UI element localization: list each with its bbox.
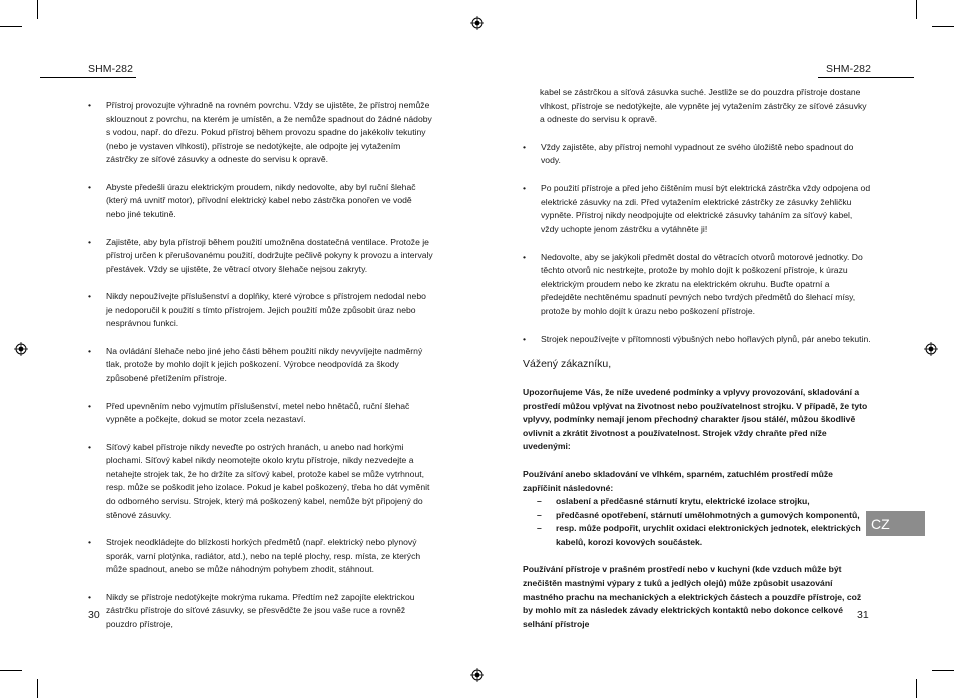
list-item (523, 522, 871, 549)
humid-intro: Používání anebo skladování ve vlhkém, sparném, zatuchlém prostředí může zapříčinit následovné: (523, 468, 833, 493)
list-item (523, 141, 871, 168)
dust-paragraph: Používání přístroje v prašném prostředí nebo v kuchyni (kde vzduch může být znečištěn mastnými výpary z tuků a jedlých olejů) může způsobit usazování mastného prachu na mechanických a elektrických částech a pouzdře přístroje, což by mohlo mít za následek závady elektrických kontaktů nebo dokonce celkové selhání přístroje (523, 564, 862, 629)
crop-mark (932, 670, 954, 671)
list-item (88, 400, 433, 427)
left-page-column (88, 99, 433, 632)
crop-mark (0, 670, 22, 671)
bullet-icon: • (88, 441, 92, 452)
list-item-text: Zajistěte, aby byla přístroji během použití umožněna dostatečná ventilace. Protože je přístroj určen k přerušovanému použití, dodržujte pečlivě pokyny k provozu a intervaly přestávek. Vždy se ujistěte, že větrací otvory šlehače nejsou zakryty. (106, 236, 433, 274)
list-item (88, 591, 433, 632)
salutation-heading: Vážený zákazníku, (523, 358, 612, 371)
crop-mark (932, 26, 954, 27)
dash-icon: – (537, 496, 542, 507)
safety-list-left (88, 99, 433, 632)
bullet-icon: • (523, 333, 527, 344)
language-tab: CZ (866, 511, 925, 536)
list-item (88, 99, 433, 167)
bullet-icon: • (88, 181, 92, 192)
page-number-left: 30 (88, 609, 100, 621)
list-item-text: Nikdy nepoužívejte příslušenství a doplňky, které výrobce s přístrojem nedodal nebo je nedoporučil k použití s tímto přístrojem. Jejich použití může způsobit úraz nebo nesprávnou funkci. (106, 291, 426, 329)
model-header-left: SHM-282 (88, 63, 134, 75)
notice-paragraph: Upozorňujeme Vás, že níže uvedené podmínky a vplyvy provozování, skladování a prostředí můžou vplývat na životnost nebo používatelnost strojku. V případě, že tyto vplyvy, podmínky nemají jenom přechodný charakter /jsou stálé/, můžou škodlivě ovlivnit a zkrátit životnost a používatelnost. Strojek vždy chraňte před níže uvedenými: (523, 386, 868, 452)
crop-mark (37, 679, 38, 698)
header-rule-right (818, 77, 914, 78)
safety-list-right (523, 141, 871, 347)
list-item-text: Abyste předešli úrazu elektrickým proudem, nikdy nedovolte, aby byl ruční šlehač (který má uvnitř motor), přívodní elektrický kabel nebo zástrčka ponořen ve vodě nebo jiné tekutině. (106, 181, 416, 220)
bullet-icon: • (523, 183, 527, 194)
list-item-text: Po použití přístroje a před jeho čištěním musí být elektrická zástrčka vždy odpojena od elektrické zásuvky na zdi. Před vytažením elektrické zástrčky ze zásuvky žehličku vypněte. Přístroj nikdy neodpojujte od elektrické zásuvky taháním za síťový kabel, vždy uchopte jenom zástrčku a vytáhněte ji! (541, 183, 871, 234)
registration-mark-icon (470, 16, 484, 30)
bullet-icon: • (88, 591, 92, 602)
registration-mark-icon (924, 342, 938, 356)
list-item (523, 182, 871, 236)
list-item-text: Vždy zajistěte, aby přístroj nemohl vypadnout ze svého úložiště nebo spadnout do vody. (541, 141, 854, 166)
list-item-text: Síťový kabel přístroje nikdy neveďte po ostrých hranách, u anebo nad horkými plochami. Síťový kabel nikdy neomotejte okolo krytu přístroje, nikdy nezvedejte a netahejte strojek tak, že ho držíte za síťový kabel, protože kabel se může vytrhnout, resp. může se poškodit jeho izolace. Pokud je kabel poškozený, třeba ho dát vyměnit do odborného servisu. Strojek, který má poškozený kabel, nemůže být připojený do stěnové zásuvky. (106, 441, 430, 520)
crop-mark (0, 26, 22, 27)
registration-mark-icon (14, 342, 28, 356)
humid-effects-list (523, 495, 871, 549)
bullet-icon: • (88, 345, 92, 356)
crop-mark (916, 679, 917, 698)
bullet-icon: • (88, 291, 92, 302)
continued-paragraph: kabel se zástrčkou a síťová zásuvka suché. Jestliže se do pouzdra přístroje dostane vlhkost, přístroje se nedotýkejte, ale vypněte jej vytažením zástrčky ze síťové zásuvky a odneste do servisu k opravě. (540, 87, 867, 125)
list-item (88, 181, 433, 222)
model-header-right: SHM-282 (826, 63, 872, 75)
bullet-icon: • (523, 251, 527, 262)
list-item-text: Přístroj provozujte výhradně na rovném povrchu. Vždy se ujistěte, že přístroj nemůže sklouznout z povrchu, na kterém je umístěn, a že nemůže spadnout do žádné nádoby s vodou, např. do dřezu. Pokud přístroj během provozu spadne do jakékoliv tekutiny (nebo je vystaven vlhkosti), přístroje se nedotýkejte, ale odpojte jej vytažením zástrčky ze síťové zásuvky a odneste do servisu k opravě. (106, 100, 432, 165)
list-item (88, 345, 433, 386)
list-item-text: Před upevněním nebo vyjmutím příslušenství, metel nebo hnětačů, ruční šlehač vypněte a počkejte, dokud se motor zcela nezastaví. (106, 400, 410, 425)
list-item (88, 290, 433, 331)
list-item (523, 495, 871, 509)
list-item-text: Nikdy se přístroje nedotýkejte mokrýma rukama. Předtím než zapojíte elektrickou zástrčku přístroje do síťové zásuvky, se přesvědčte že jsou vaše ruce a rovněž pouzdro přístroje, (106, 591, 415, 629)
dash-icon: – (537, 523, 542, 534)
right-page-column (523, 86, 871, 631)
crop-mark (37, 0, 38, 19)
list-item-text: Nedovolte, aby se jakýkoli předmět dostal do větracích otvorů motorové jednotky. Do těchto otvorů nic nestrkejte, protože by mohlo dojít k poškození přístroje, k úrazu elektrickým proudem nebo ke zkratu na elektrickém okruhu. Buďte opatrní a předejděte nechtěnému spadnutí pevných nebo tvrdých předmětů do šlehací mísy, protože by mohlo dojít k úrazu nebo poškození přístroje. (541, 251, 863, 316)
dash-icon: – (537, 509, 542, 520)
registration-mark-icon (470, 668, 484, 682)
bullet-icon: • (88, 400, 92, 411)
list-item (88, 536, 433, 577)
list-item (88, 441, 433, 523)
list-item-text: Strojek nepoužívejte v přítomnosti výbušných nebo hořlavých plynů, pár anebo tekutin. (541, 333, 871, 344)
bullet-icon: • (88, 236, 92, 247)
crop-mark (916, 0, 917, 19)
list-item (523, 509, 871, 523)
bullet-icon: • (523, 141, 527, 152)
list-item-text: předčasné opotřebení, stárnutí umělohmotných a gumových komponentů, (556, 509, 860, 520)
list-item-text: oslabení a předčasné stárnutí krytu, elektrické izolace strojku, (556, 496, 810, 507)
list-item-text: Na ovládání šlehače nebo jiné jeho části během použití nikdy nevyvíjejte nadměrný tlak, protože by mohlo dojít k jejich poškození. Výrobce neodpovídá za škody způsobené přetížením přístroje. (106, 345, 423, 384)
bullet-icon: • (88, 537, 92, 548)
bullet-icon: • (88, 100, 92, 110)
page-number-right: 31 (857, 609, 869, 621)
header-rule-left (40, 77, 136, 78)
list-item-text: resp. může podpořit, urychlit oxidaci elektronických jednotek, elektrických kabelů, korozi kovových součástek. (556, 523, 861, 547)
list-item (523, 333, 871, 347)
list-item-text: Strojek neodkládejte do blízkosti horkých předmětů (např. elektrický nebo plynový sporák, varní plotýnka, radiátor, atd.), nebo na teplé plochy, resp. místa, ze kterých může spadnout, anebo se může náhodným pohybem zhodit, stáhnout. (106, 537, 421, 575)
list-item (523, 251, 871, 319)
list-item (88, 236, 433, 277)
